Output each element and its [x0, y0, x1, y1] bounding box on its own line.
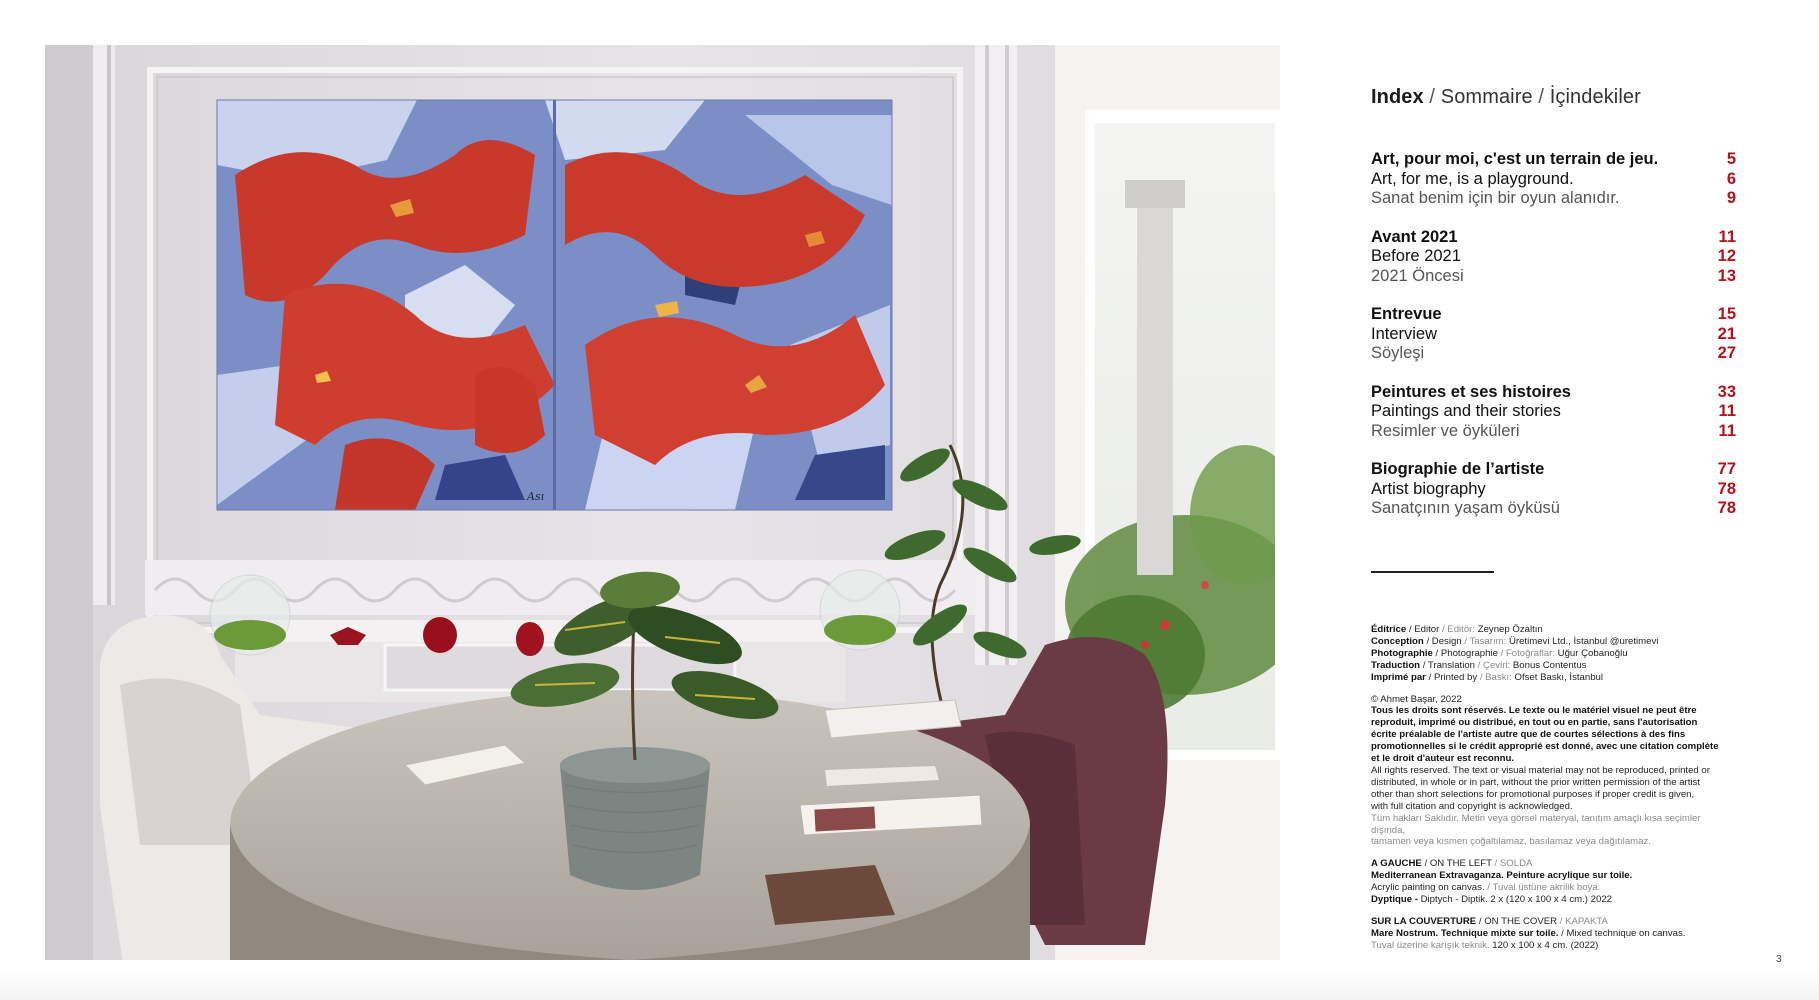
rights-fr: promotionnelles si le crédit approprié est donné, avec une citation complète: [1371, 741, 1719, 753]
credit-editor: Éditrice / Editor / Editör: Zeynep Özaltın: [1371, 624, 1543, 635]
toc-title: Biographie de l’artiste: [1371, 460, 1545, 478]
toc-title: Before 2021: [1371, 247, 1461, 265]
toc-group-art-playground: [1371, 150, 1736, 209]
rights-en: All rights reserved. The text or visual material may not be reproduced, printed or: [1371, 764, 1710, 776]
toc-page-number: 21: [1717, 324, 1736, 343]
toc-title: Sanat benim için bir oyun alanıdır.: [1371, 189, 1620, 207]
index-title: [1371, 86, 1736, 109]
page-edge-shade: [0, 970, 1819, 1000]
toc-page-number: 78: [1717, 499, 1736, 517]
toc-entry[interactable]: [1371, 305, 1736, 325]
index-title-tr: İçindekiler: [1549, 86, 1641, 108]
rights-tr: Tüm hakları Saklıdır. Metin veya görsel materyal, tanıtım amaçlı kısa seçimler dışında,: [1371, 812, 1701, 836]
toc-title: Sanatçının yaşam öyküsü: [1371, 499, 1560, 517]
caption-title: Mare Nostrum. Technique mixte sur toile. / Mixed technique on canvas.: [1371, 927, 1686, 939]
toc-entry[interactable]: [1371, 247, 1736, 267]
toc-title: Art, for me, is a playground.: [1371, 169, 1574, 188]
index-title-fr: Index: [1371, 86, 1424, 108]
toc-title: Artist biography: [1371, 479, 1486, 498]
toc-group-biography: [1371, 460, 1736, 519]
title-separator: /: [1429, 86, 1436, 108]
caption-medium: Acrylic painting on canvas. / Tuval üstüne akrilik boya.: [1371, 882, 1601, 894]
toc-entry[interactable]: [1371, 228, 1736, 248]
toc-entry[interactable]: [1371, 150, 1736, 170]
toc-page-number: 15: [1717, 305, 1736, 323]
colophon: [1371, 624, 1736, 962]
cover-image-caption: [1371, 916, 1736, 952]
toc-entry[interactable]: [1371, 383, 1736, 403]
painting-signature: Ası: [527, 490, 545, 503]
toc-page-number: 5: [1726, 150, 1736, 168]
toc-page-number: 78: [1717, 479, 1736, 498]
interior-photo: [45, 45, 1280, 960]
toc-title: Art, pour moi, c'est un terrain de jeu.: [1371, 150, 1659, 168]
rights-fr: reproduit, imprimé ou distribué, en tout ou en partie, sans l'autorisation: [1371, 717, 1698, 729]
toc-entry[interactable]: [1371, 402, 1736, 422]
title-separator: /: [1538, 86, 1545, 108]
toc-title: Interview: [1371, 324, 1438, 343]
toc-title: Avant 2021: [1371, 227, 1458, 246]
caption-heading: A GAUCHE / ON THE LEFT / SOLDA: [1371, 858, 1533, 870]
rights-fr: et le droit d'auteur est reconnu.: [1371, 753, 1515, 765]
caption-dimensions: Dyptique - Diptych - Diptik. 2 x (120 x 100 x 4 cm.) 2022: [1371, 894, 1612, 906]
index-title-en: Sommaire: [1440, 86, 1533, 108]
credit-translation: Traduction / Translation / Çeviri: Bonus Contentus: [1371, 659, 1587, 671]
table-of-contents: [1371, 150, 1736, 538]
rights-en: other than short selections for promotional purposes if proper credit is given,: [1371, 788, 1695, 800]
toc-entry[interactable]: [1371, 267, 1736, 287]
credit-photo: Photographie / Photographie / Fotoğraflar: Uğur Çobanoğlu: [1371, 647, 1628, 659]
rights-en: distributed, in whole or in part, without the prior written permission of the artist: [1371, 776, 1701, 788]
toc-title: Söyleşi: [1371, 344, 1425, 362]
toc-entry[interactable]: [1371, 344, 1736, 364]
caption-dimensions: Tuval üzerine karışık teknik. 120 x 100 x 4 cm. (2022): [1371, 939, 1599, 951]
toc-page-number: 11: [1718, 402, 1736, 420]
toc-entry[interactable]: [1371, 422, 1736, 442]
rights-fr: écrite préalable de l'artiste autre que de courtes sélections à des fins: [1371, 729, 1686, 741]
toc-entry[interactable]: [1371, 325, 1736, 345]
toc-page-number: 9: [1726, 189, 1736, 207]
toc-page-number: 27: [1717, 344, 1736, 362]
toc-group-paintings: [1371, 383, 1736, 442]
toc-page-number: 12: [1717, 247, 1736, 265]
copyright: © Ahmet Başar, 2022: [1371, 693, 1462, 705]
rights-tr: tamamen veya kısmen çoğaltılamaz, basılamaz veya dağıtılamaz.: [1371, 836, 1651, 848]
toc-entry[interactable]: [1371, 170, 1736, 190]
credits-list: [1371, 624, 1736, 684]
toc-title: Entrevue: [1371, 305, 1442, 323]
toc-entry[interactable]: [1371, 499, 1736, 519]
toc-page-number: 13: [1717, 266, 1736, 285]
caption-heading: SUR LA COUVERTURE / ON THE COVER / KAPAKTA: [1371, 915, 1608, 927]
rights-notice: [1371, 694, 1736, 849]
credit-printed: Imprimé par / Printed by / Baskı: Ofset Baskı, İstanbul: [1371, 671, 1604, 683]
toc-group-before-2021: [1371, 228, 1736, 287]
toc-page-number: 33: [1717, 382, 1736, 401]
toc-entry[interactable]: [1371, 189, 1736, 209]
toc-page-number: 11: [1718, 421, 1736, 440]
toc-page-number: 77: [1717, 460, 1736, 478]
toc-page-number: 11: [1718, 227, 1736, 246]
section-divider: [1371, 571, 1494, 573]
toc-entry[interactable]: [1371, 480, 1736, 500]
rights-fr: Tous les droits sont réservés. Le texte ou le matériel visuel ne peut être: [1371, 705, 1697, 717]
toc-title: Paintings and their stories: [1371, 402, 1561, 420]
toc-group-interview: [1371, 305, 1736, 364]
toc-title: 2021 Öncesi: [1371, 266, 1464, 285]
toc-entry[interactable]: [1371, 460, 1736, 480]
toc-title: Peintures et ses histoires: [1371, 382, 1571, 401]
page-number: 3: [1776, 954, 1782, 965]
left-image-caption: [1371, 858, 1736, 906]
credit-design: Conception / Design / Tasarım: Üretimevi Ltd., İstanbul @uretimevi: [1371, 635, 1659, 647]
rights-en: with full citation and copyright is acknowledged.: [1371, 800, 1573, 812]
caption-title: Mediterranean Extravaganza. Peinture acrylique sur toile.: [1371, 870, 1633, 882]
toc-page-number: 6: [1726, 169, 1736, 188]
toc-title: Resimler ve öyküleri: [1371, 421, 1520, 440]
